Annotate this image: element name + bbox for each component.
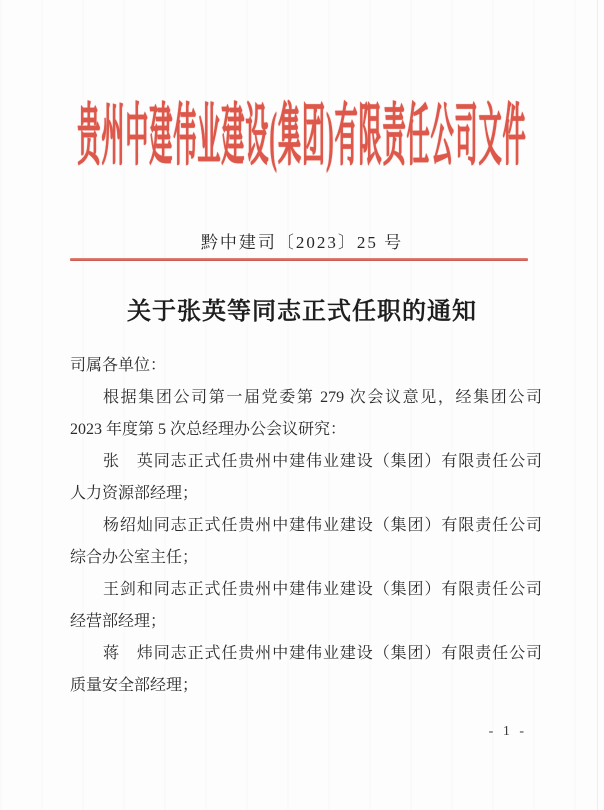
page-number: - 1 - <box>488 724 527 739</box>
body-line: 蒋 炜同志正式任贵州中建伟业建设（集团）有限责任公司 <box>103 645 542 662</box>
body-line: 2023 年度第 5 次总经理办公会议研究： <box>70 421 347 438</box>
body-line: 综合办公室主任； <box>70 549 199 566</box>
org-title-wrap <box>0 100 604 172</box>
salutation-line: 司属各单位： <box>70 357 167 374</box>
body-line: 质量安全部经理； <box>70 677 199 694</box>
body-line: 王剑和同志正式任贵州中建伟业建设（集团）有限责任公司 <box>103 581 542 598</box>
red-divider-rule <box>70 258 528 261</box>
body-line: 人力资源部经理； <box>70 485 199 502</box>
letterhead-org-title: 贵州中建伟业建设(集团)有限责任公司文件 <box>77 99 527 173</box>
notice-title: 关于张英等同志正式任职的通知 <box>127 299 477 325</box>
body-line: 张 英同志正式任贵州中建伟业建设（集团）有限责任公司 <box>103 453 542 470</box>
body-line: 根据集团公司第一届党委第 279 次会议意见，经集团公司 <box>103 389 542 406</box>
notice-body <box>70 350 542 702</box>
body-line: 杨绍灿同志正式任贵州中建伟业建设（集团）有限责任公司 <box>103 517 542 534</box>
doc-number: 黔中建司〔2023〕25 号 <box>200 233 404 252</box>
body-line: 经营部经理； <box>70 613 167 630</box>
